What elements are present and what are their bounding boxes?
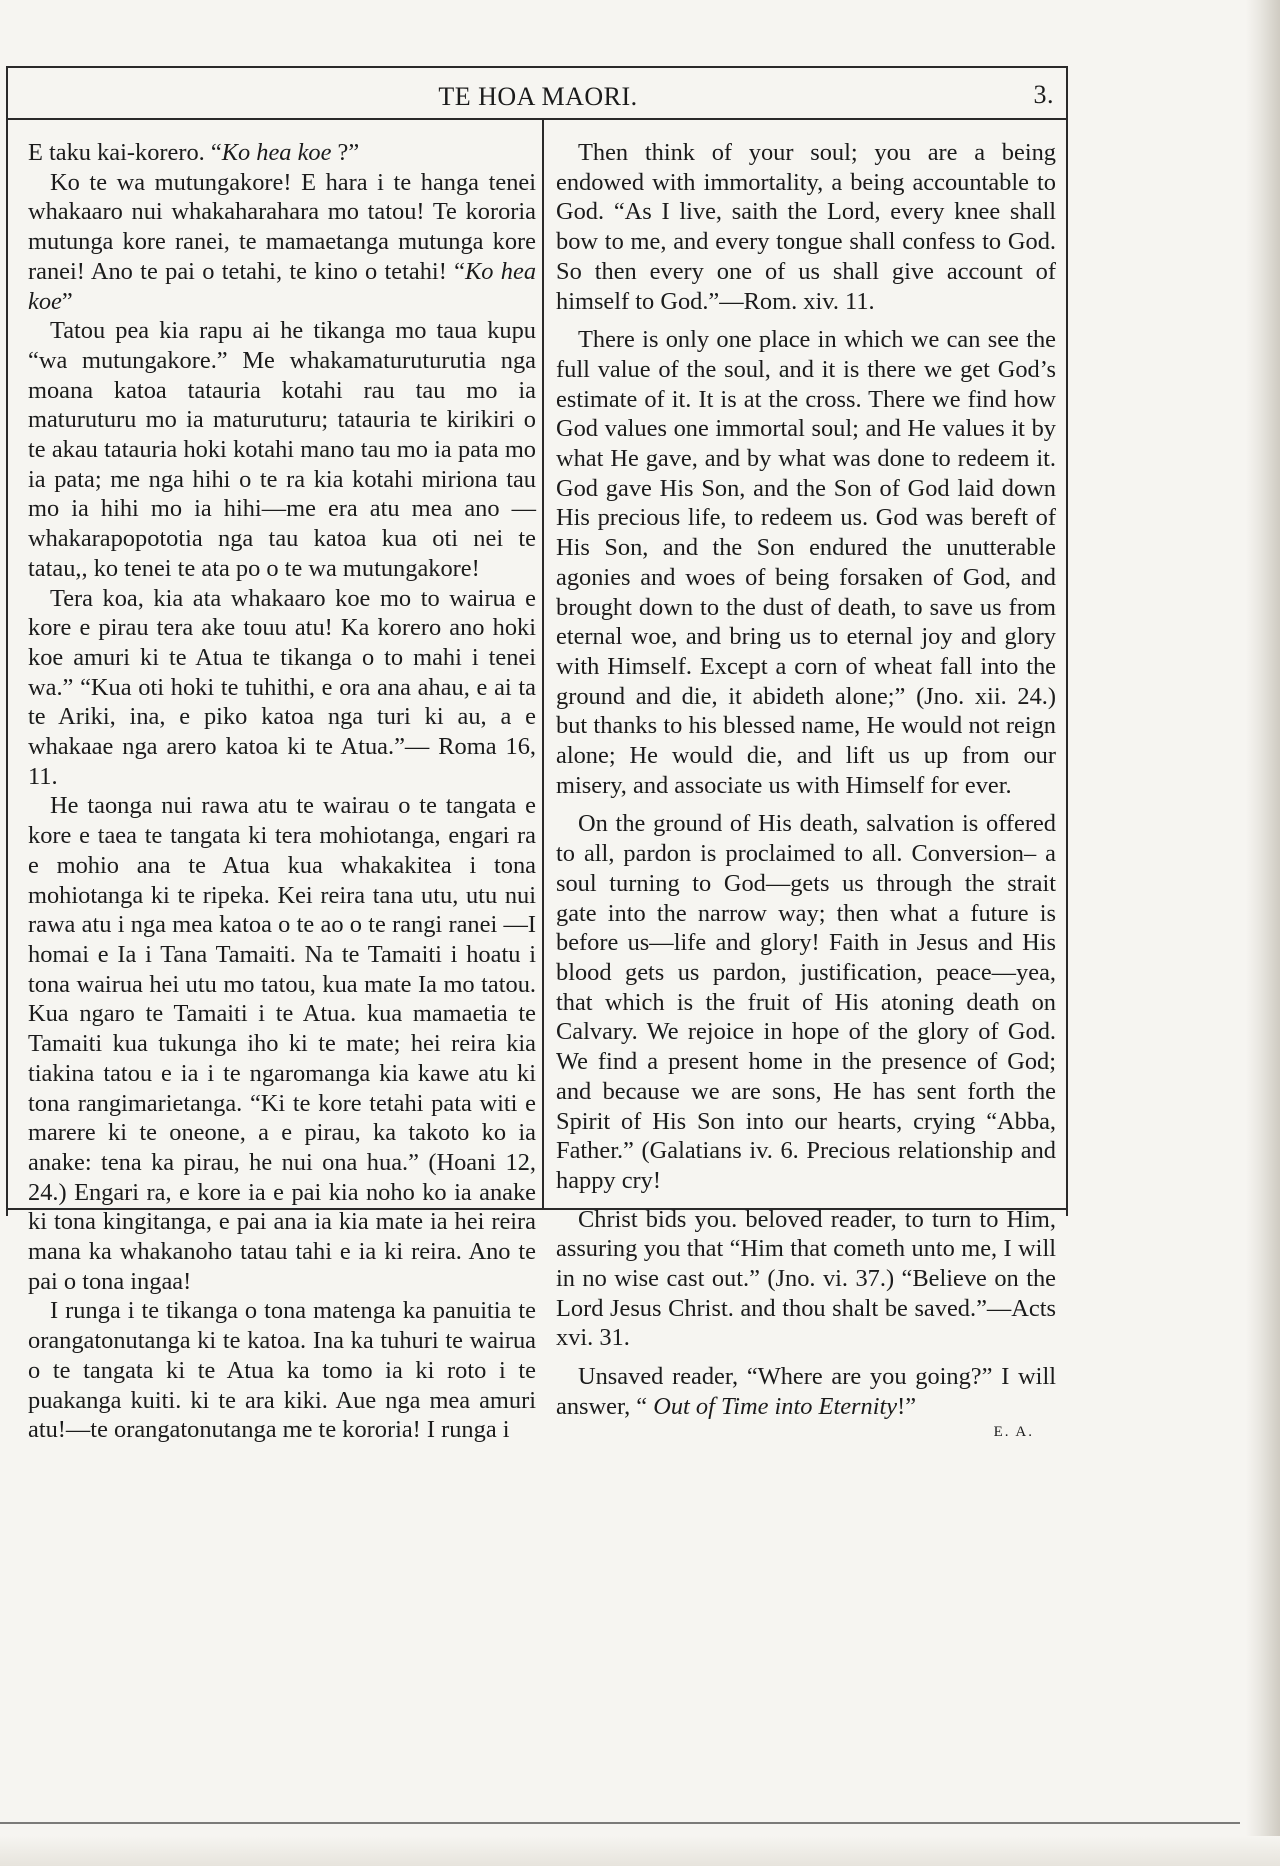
- maori-paragraph: [28, 168, 536, 317]
- italic-quote: Ko hea koe: [28, 257, 537, 315]
- italic-quote: Ko hea koe: [221, 139, 332, 166]
- english-paragraph: There is only one place in which we can see the full value of the soul, and it is there we get God’s estimate of it. It is at the cross. There we find how God values one immortal soul; and He values it by what He gave, and by what was done to redeem it. God gave His Son, and the Son of God laid down His precious life, to redeem us. God was bereft of His Son, and the Son endured the unutterable agonies and woes of being forsaken of God, and brought down to the dust of death, to save us from eternal woe, and bring us to eternal joy and glory with Himself. Except a corn of wheat fall into the ground and die, it abideth alone;” (Jno. xii. 24.) but thanks to his blessed name, He would not reign alone; He would die, and lift us up from our misery, and associate us with Himself for ever.: [556, 326, 1056, 799]
- maori-column: [28, 138, 536, 1445]
- english-paragraph: Then think of your soul; you are a being endowed with immortality, a being accountable to God. “As I live, saith the Lord, every knee shall bow to me, and every tongue shall confess to God. So then every one of us shall give account of himself to God.”—Rom. xiv. 11.: [556, 139, 1056, 315]
- header-bottom-rule: [6, 118, 1068, 120]
- page-left-border: [6, 66, 8, 1216]
- text-run: ?”: [331, 139, 360, 166]
- header-top-rule: [6, 66, 1068, 68]
- text-run: E taku kai-korero. “: [28, 139, 222, 166]
- english-paragraph: Christ bids you. beloved reader, to turn to Him, assuring you that “Him that cometh unto me, I will in no wise cast out.” (Jno. vi. 37.) “Believe on the Lord Jesus Christ. and thou shalt be saved.”—Acts xvi. 31.: [556, 1205, 1056, 1352]
- journal-title: TE HOA MAORI.: [438, 82, 638, 111]
- page-number: 3.: [1033, 80, 1054, 109]
- maori-paragraph: [28, 138, 536, 168]
- maori-paragraph: He taonga nui rawa atu te wairau o te tangata e kore e taea te tangata ki tera mohiotanga, engari ra e mohio ana te Atua kua whakakitea i tona mohiotanga ki te ripeka. Kei reira tana utu, utu nui rawa atu i nga mea katoa o te ao o te rangi ranei —I homai e Ia i Tana Tamaiti. Na te Tamaiti i hoatu i tona wairua hei utu mo tatou, kua mate Ia mo tatou. Kua ngaro te Tamaiti i te Atua. kua mamaetia te Tamaiti kua tukunga iho ki te mate; hei reira kia tiakina tatou e ia i te ngaromanga kia kawe atu ki tona rangimarietanga. “Ki te kore tetahi pata witi e marere ki te oneone, a e pirau, ka takoto ko ia anake: tena ka pirau, he nui ona hua.” (Hoani 12, 24.) Engari ra, e kore ia e pai kia noho ko ia anake ki tona kingitanga, e pai ana ia kia mate ia hei reira mana ka whakanoho tatau tahi e ia ki reira. Ano te pai o tona ingaa!: [28, 792, 536, 1295]
- maori-paragraph: I runga i te tikanga o tona matenga ka panuitia te orangatonutanga ki te katoa. Ina ka tuhuri te wairua o te tangata ki te Atua ka tomo ia ki roto i te puakanga kuiti. ki te ara kiki. Aue nga mea amuri atu!—te orangatonutanga me te kororia! I runga i: [28, 1297, 536, 1444]
- maori-paragraph: Tera koa, kia ata whakaaro koe mo to wairua e kore e pirau tera ake touu atu! Ka korero ano hoki koe amuri ki te Atua te tikanga o to mahi i tenei wa.” “Kua oti hoki te tuhithi, e ora ana ahau, e ai ta te Ariki, ina, e piko katoa nga turi ki au, a e whakaae nga arero katoa ki te Atua.”— Roma 16, 11.: [28, 584, 536, 790]
- author-signature: E. A.: [993, 1423, 1034, 1440]
- maori-paragraph: Tatou pea kia rapu ai he tikanga mo taua kupu “wa mutungakore.” Me whakamaturuturutia nga moana katoa tatauria kotahi rau tau mo ia maturuturu mo ia maturuturu; tatauria te kirikiri o te akau tatauria hoki kotahi mano tau mo ia pata mo ia pata; me nga hihi o te ra kia kotahi miriona tau mo ia hihi mo ia hihi—me era atu mea ano —whakarapopototia nga tau katoa kua oti nei te tatau,, ko tenei te ata po o te wa mutungakore!: [28, 317, 536, 582]
- column-divider: [542, 120, 544, 1208]
- running-header: [10, 70, 1066, 118]
- text-run: ”: [61, 287, 73, 315]
- scan-bottom-shadow: [0, 1836, 1280, 1866]
- english-paragraph: On the ground of His death, salvation is offered to all, pardon is proclaimed to all. Conversion– a soul turning to God—gets us through the strait gate into the narrow way; then what a future is before us—life and glory! Faith in Jesus and His blood gets us pardon, justification, peace—yea, that which is the fruit of His atoning death on Calvary. We rejoice in hope of the glory of God. We find a present home in the presence of God; and because we are sons, He has sent forth the Spirit of His Son into our hearts, crying “Abba, Father.” (Galatians iv. 6. Precious relationship and happy cry!: [556, 810, 1056, 1194]
- text-run: Unsaved reader, “Where are you going?” I will answer, “: [556, 1363, 1056, 1420]
- italic-quote: Out of Time into Eternity: [653, 1392, 898, 1420]
- english-column: [556, 138, 1056, 1456]
- text-run: !”: [897, 1392, 917, 1420]
- page-right-border: [1066, 66, 1068, 1216]
- scan-edge-shadow: [1246, 0, 1280, 1866]
- english-paragraph: [556, 1362, 1056, 1421]
- bottom-edge-rule: [0, 1822, 1240, 1824]
- text-run: Ko te wa mutungakore! E hara i te hanga tenei whakaaro nui whakaharahara mo tatou! Te kororia mutunga kore ranei, te mamaetanga mutunga kore ranei! Ano te pai o tetahi, te kino o tetahi! “: [28, 168, 536, 285]
